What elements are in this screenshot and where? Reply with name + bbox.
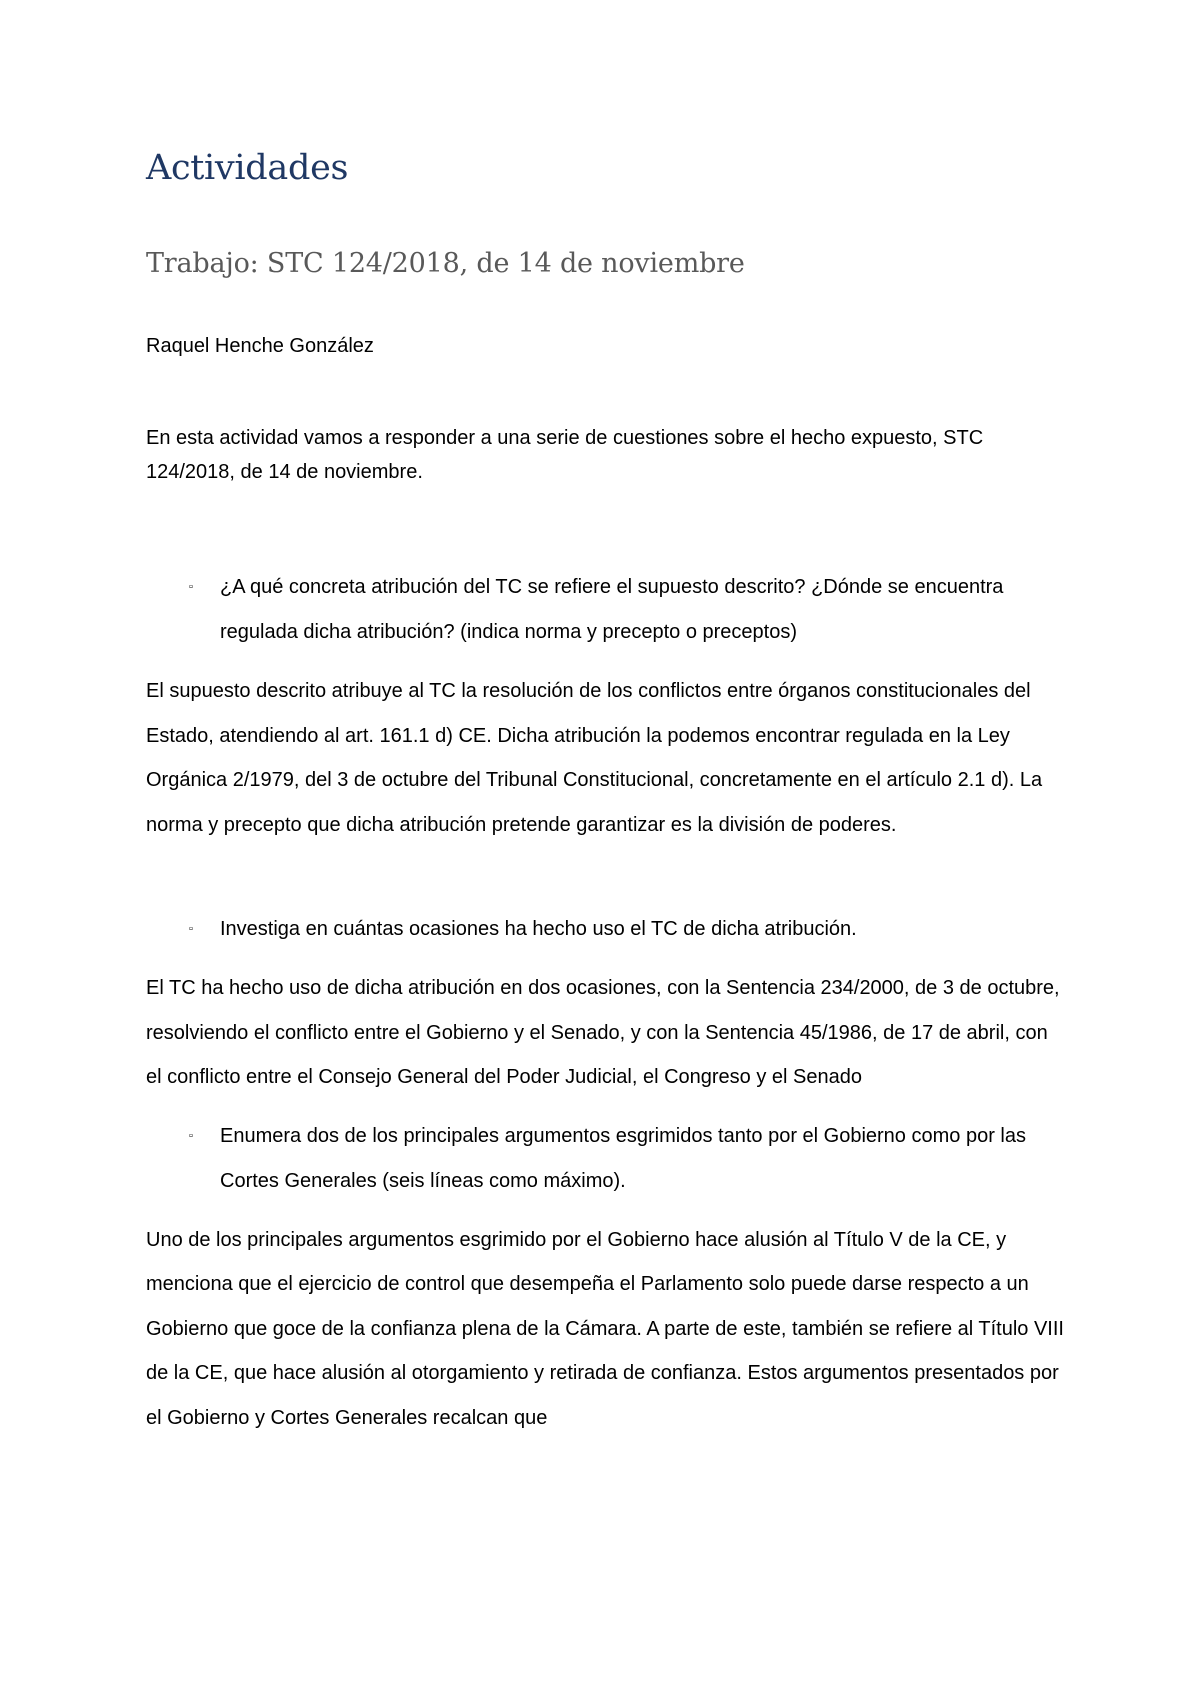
answer-paragraph: El supuesto descrito atribuye al TC la resolución de los conflictos entre órganos constitucionales del Estado, atendiendo al art. 161.1 d) CE. Dicha atribución la podemos encontrar regulada en la Ley Orgánica 2/1979, del 3 de octubre del Tribunal Constitucional, concretamente en el artículo 2.1 d). La norma y precepto que dicha atribución pretende garantizar es la división de poderes.: [146, 680, 1043, 836]
question-text: Enumera dos de los principales argumentos esgrimidos tanto por el Gobierno como por las Cortes Generales (seis líneas como máximo).: [220, 1124, 1026, 1192]
bullet-square-icon: ▫: [189, 923, 193, 935]
question-text: ¿A qué concreta atribución del TC se refiere el supuesto descrito? ¿Dónde se encuentra regulada dicha atribución? (indica norma y precepto o preceptos): [220, 576, 1004, 643]
question-item: [146, 1114, 1066, 1204]
bullet-square-icon: ▫: [189, 581, 193, 593]
page-title: Actividades: [146, 148, 349, 188]
question-item: [146, 907, 1066, 952]
page-subtitle: Trabajo: STC 124/2018, de 14 de noviembre: [146, 248, 745, 279]
author-name: Raquel Henche González: [146, 335, 374, 357]
answer-paragraph: El TC ha hecho uso de dicha atribución en dos ocasiones, con la Sentencia 234/2000, de 3 de octubre, resolviendo el conflicto entre el Gobierno y el Senado, y con la Sentencia 45/1986, de 17 de abril, con el conflicto entre el Consejo General del Poder Judicial, el Congreso y el Senado: [146, 977, 1060, 1088]
question-text: Investiga en cuántas ocasiones ha hecho uso el TC de dicha atribución.: [220, 918, 857, 940]
document-body: [146, 138, 1066, 1440]
answer-paragraph: Uno de los principales argumentos esgrimido por el Gobierno hace alusión al Título V de la CE, y menciona que el ejercicio de control que desempeña el Parlamento solo puede darse respecto a un Gobierno que goce de la confianza plena de la Cámara. A parte de este, también se refiere al Título VIII de la CE, que hace alusión al otorgamiento y retirada de confianza. Estos argumentos presentados por el Gobierno y Cortes Generales recalcan que: [146, 1228, 1064, 1429]
question-item: [146, 565, 1066, 655]
bullet-square-icon: ▫: [189, 1129, 193, 1142]
intro-paragraph: En esta actividad vamos a responder a una serie de cuestiones sobre el hecho expuesto, STC 124/2018, de 14 de noviembre.: [146, 427, 984, 483]
